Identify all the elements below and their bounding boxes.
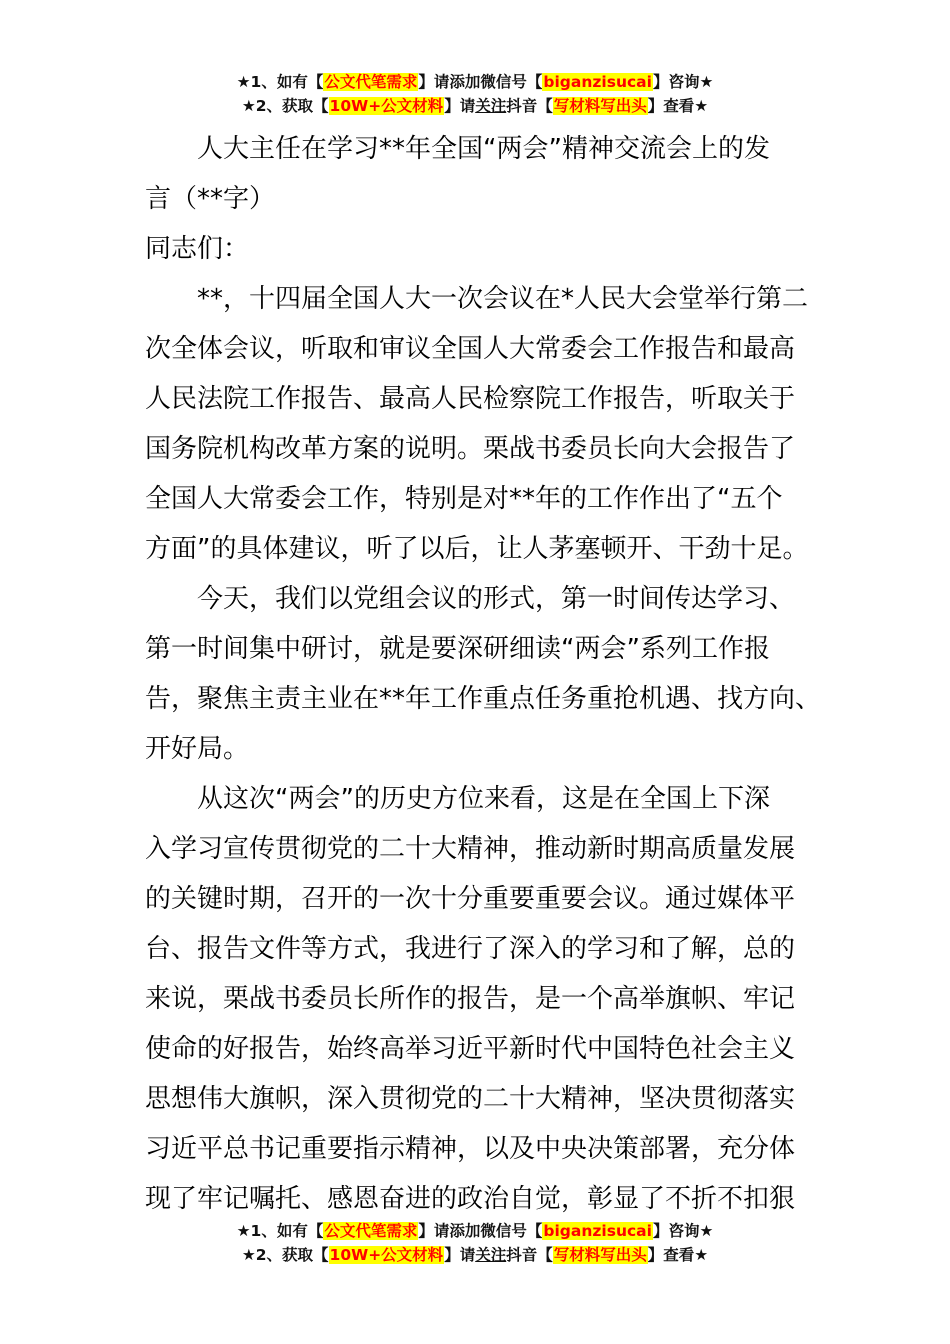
banner-highlight: 公文代笔需求 bbox=[324, 1222, 418, 1240]
banner-line-1: ★1、如有【公文代笔需求】请添加微信号【biganzisucai】咨询★ bbox=[236, 73, 714, 91]
paragraph-line: 人民法院工作报告、最高人民检察院工作报告，听取关于 bbox=[145, 384, 796, 414]
paragraph-line: 方面”的具体建议，听了以后，让人茅塞顿开、干劲十足。 bbox=[145, 534, 809, 564]
paragraph-line: 现了牢记嘱托、感恩奋进的政治自觉，彰显了不折不扣狠 bbox=[145, 1184, 796, 1214]
paragraph-line: 今天，我们以党组会议的形式，第一时间传达学习、 bbox=[197, 584, 796, 614]
banner-highlight: 写材料写出头 bbox=[553, 97, 647, 115]
paragraph-line: 台、报告文件等方式，我进行了深入的学习和了解，总的 bbox=[145, 934, 796, 964]
paragraph-line: 全国人大常委会工作，特别是对**年的工作作出了“五个 bbox=[145, 484, 783, 514]
banner-line-2: ★2、获取【10W+公文材料】请关注抖音【写材料写出头】查看★ bbox=[241, 97, 709, 115]
paragraph-line: 开好局。 bbox=[145, 734, 250, 764]
doc-title-line: 人大主任在学习**年全国“两会”精神交流会上的发 bbox=[197, 134, 770, 164]
header-banner bbox=[0, 70, 950, 118]
banner-line-2: ★2、获取【10W+公文材料】请关注抖音【写材料写出头】查看★ bbox=[241, 1246, 709, 1264]
paragraph-line: 的关键时期，召开的一次十分重要重要会议。通过媒体平 bbox=[145, 884, 796, 914]
paragraph-line: 告，聚焦主责主业在**年工作重点任务重抢机遇、找方向、 bbox=[145, 684, 822, 714]
paragraph-line: 从这次“两会”的历史方位来看，这是在全国上下深 bbox=[197, 784, 770, 814]
banner-highlight: 公文代笔需求 bbox=[324, 73, 418, 91]
banner-highlight: 写材料写出头 bbox=[553, 1246, 647, 1264]
paragraph-line: 国务院机构改革方案的说明。栗战书委员长向大会报告了 bbox=[145, 434, 796, 464]
paragraph-line: 入学习宣传贯彻党的二十大精神，推动新时期高质量发展 bbox=[145, 834, 796, 864]
paragraph-line: 习近平总书记重要指示精神，以及中央决策部署，充分体 bbox=[145, 1134, 796, 1164]
banner-highlight: 10W+公文材料 bbox=[329, 1246, 444, 1264]
banner-highlight: biganzisucai bbox=[543, 1222, 652, 1240]
doc-title-line: 言（**字） bbox=[145, 184, 276, 214]
paragraph-line: 使命的好报告，始终高举习近平新时代中国特色社会主义 bbox=[145, 1034, 796, 1064]
document-body bbox=[145, 124, 822, 1224]
banner-highlight: biganzisucai bbox=[543, 73, 652, 91]
paragraph-line: 思想伟大旗帜，深入贯彻党的二十大精神，坚决贯彻落实 bbox=[145, 1084, 796, 1114]
banner-line-1: ★1、如有【公文代笔需求】请添加微信号【biganzisucai】咨询★ bbox=[236, 1222, 714, 1240]
footer-banner bbox=[0, 1219, 950, 1267]
banner-highlight: 10W+公文材料 bbox=[329, 97, 444, 115]
paragraph-line: 次全体会议，听取和审议全国人大常委会工作报告和最高 bbox=[145, 334, 796, 364]
paragraph-line: 来说，栗战书委员长所作的报告，是一个高举旗帜、牢记 bbox=[145, 984, 796, 1014]
paragraph-line: **，十四届全国人大一次会议在*人民大会堂举行第二 bbox=[197, 284, 809, 314]
paragraph-line: 第一时间集中研讨，就是要深研细读“两会”系列工作报 bbox=[145, 634, 770, 664]
salutation: 同志们： bbox=[145, 234, 250, 264]
